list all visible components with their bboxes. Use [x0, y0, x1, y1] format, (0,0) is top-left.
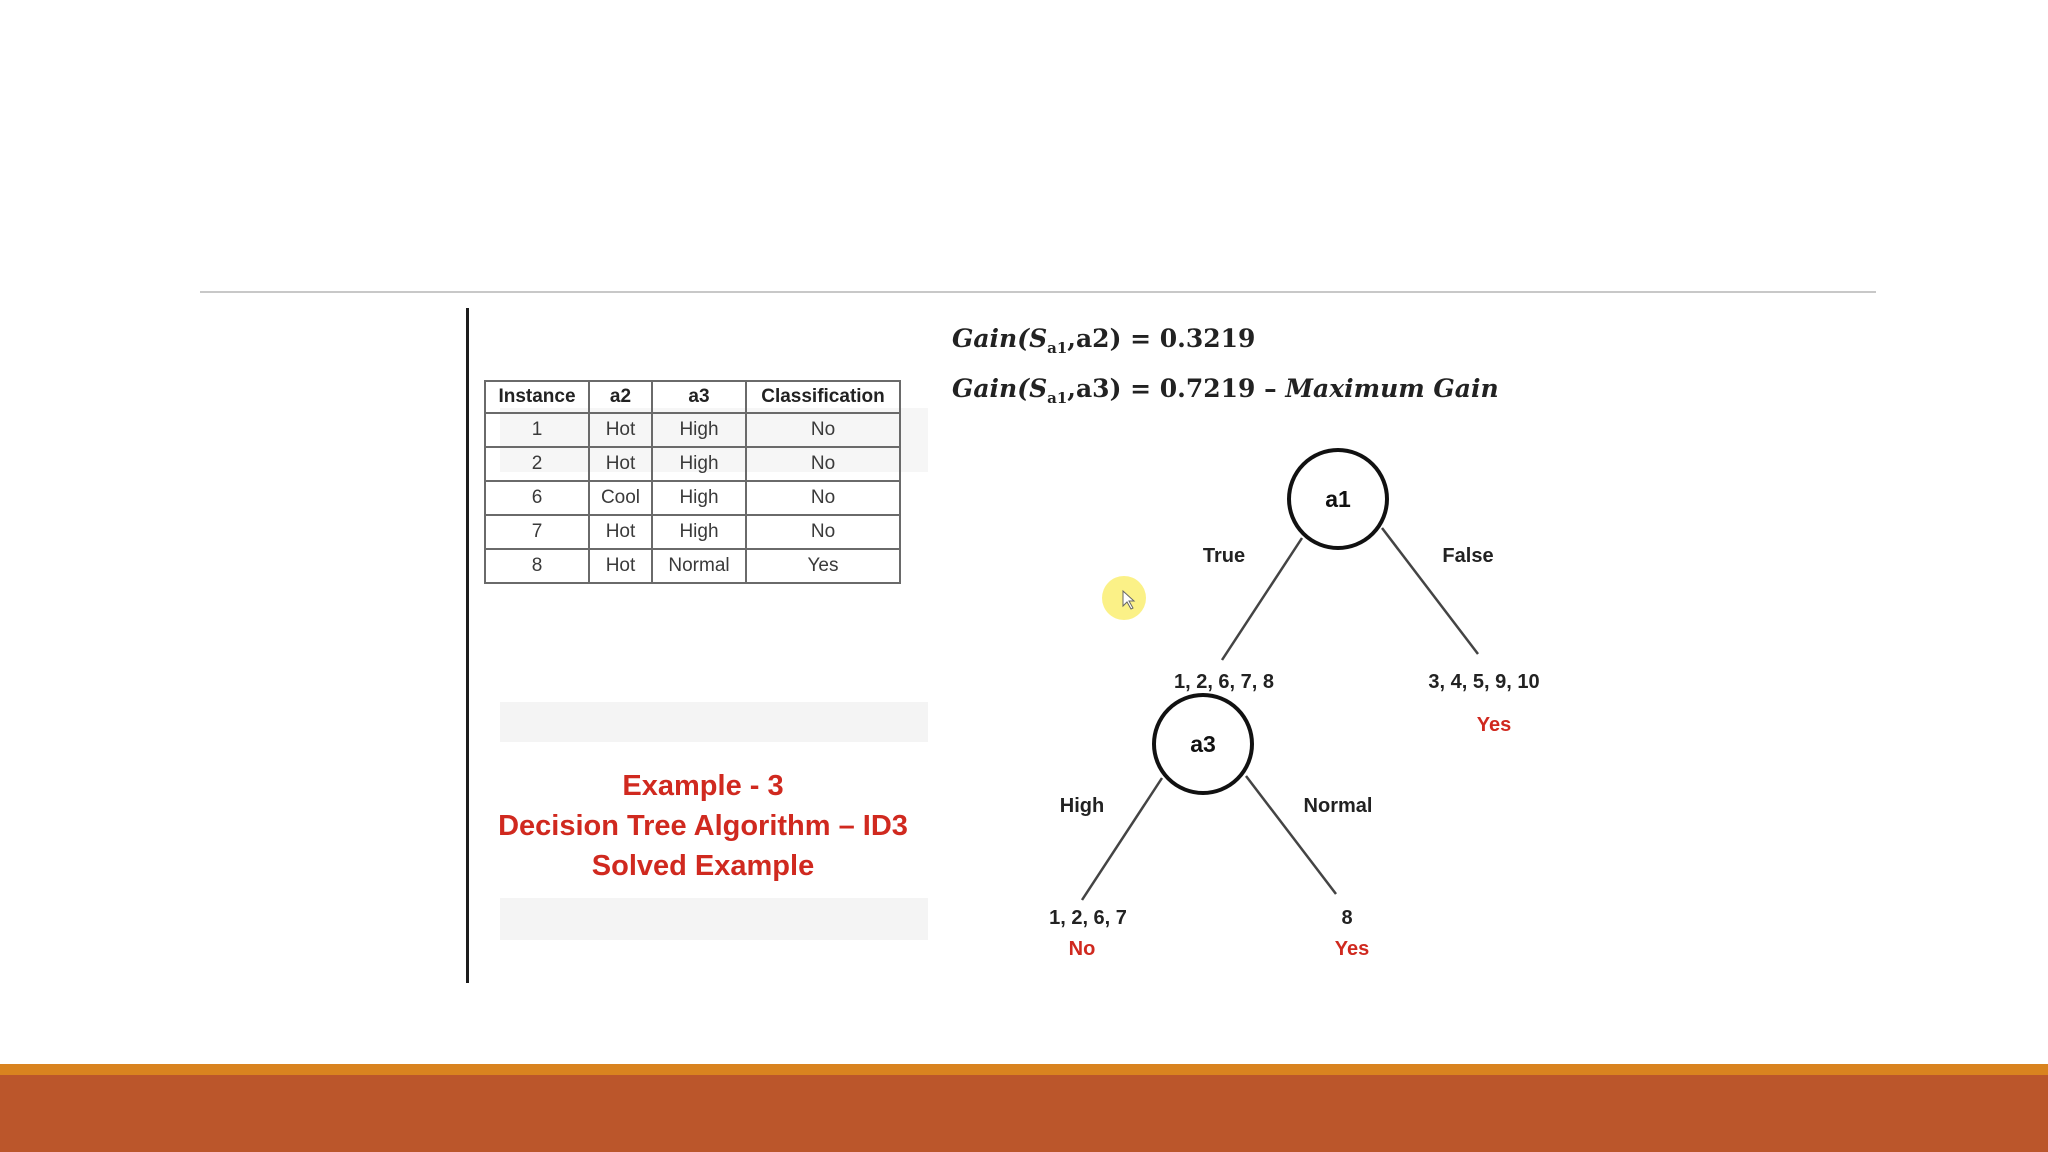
footer-accent-bar [0, 1064, 2048, 1075]
gain-set: S [1029, 324, 1048, 353]
table-cell: High [652, 481, 746, 515]
table-cell: 6 [485, 481, 589, 515]
table-cell: No [746, 481, 900, 515]
column-header: Classification [746, 381, 900, 413]
table-cell: Hot [589, 413, 652, 447]
edge-label-high: High [1059, 795, 1105, 817]
table-cell: No [746, 413, 900, 447]
table-cell: Hot [589, 549, 652, 583]
gain-subscript: a1 [1047, 339, 1068, 357]
table-cell: Normal [652, 549, 746, 583]
gain-value: ,a3) = 0.7219 – [1067, 374, 1286, 403]
gain-fn: Gain( [952, 324, 1030, 353]
column-header: Instance [485, 381, 589, 413]
edge-label-true: True [1202, 545, 1246, 567]
gain-subscript: a1 [1047, 389, 1068, 407]
false-branch-class: Yes [1476, 714, 1512, 736]
table-cell: 1 [485, 413, 589, 447]
false-branch-instances: 3, 4, 5, 9, 10 [1428, 671, 1540, 693]
table-cell: Cool [589, 481, 652, 515]
gain-note: Maximum Gain [1285, 374, 1499, 403]
edge-label-false: False [1442, 545, 1494, 567]
table-cell: High [652, 515, 746, 549]
table-cell: High [652, 447, 746, 481]
gain-value: ,a2) = 0.3219 [1067, 324, 1256, 353]
edge-label-normal: Normal [1303, 795, 1373, 817]
child-node-label: a3 [1190, 731, 1216, 757]
gain-fn: Gain( [952, 374, 1030, 403]
table-cell: 8 [485, 549, 589, 583]
table-cell: Hot [589, 515, 652, 549]
normal-branch-class: Yes [1334, 938, 1370, 960]
column-header: a3 [652, 381, 746, 413]
table-cell: 2 [485, 447, 589, 481]
table-cell: Hot [589, 447, 652, 481]
title-line: Solved Example [591, 850, 815, 882]
table-cell: No [746, 515, 900, 549]
high-branch-class: No [1068, 938, 1096, 960]
table-cell: High [652, 413, 746, 447]
column-header: a2 [589, 381, 652, 413]
high-branch-instances: 1, 2, 6, 7 [1049, 907, 1127, 929]
table-cell: Yes [746, 549, 900, 583]
title-line: Example - 3 [622, 770, 784, 802]
tree-edge [1246, 776, 1336, 894]
table-cell: No [746, 447, 900, 481]
true-branch-instances: 1, 2, 6, 7, 8 [1173, 671, 1275, 693]
root-node-label: a1 [1325, 486, 1351, 512]
title-line: Decision Tree Algorithm – ID3 [498, 810, 908, 842]
normal-branch-instances: 8 [1341, 907, 1353, 929]
footer-bar [0, 1075, 2048, 1152]
table-cell: 7 [485, 515, 589, 549]
gain-set: S [1029, 374, 1048, 403]
